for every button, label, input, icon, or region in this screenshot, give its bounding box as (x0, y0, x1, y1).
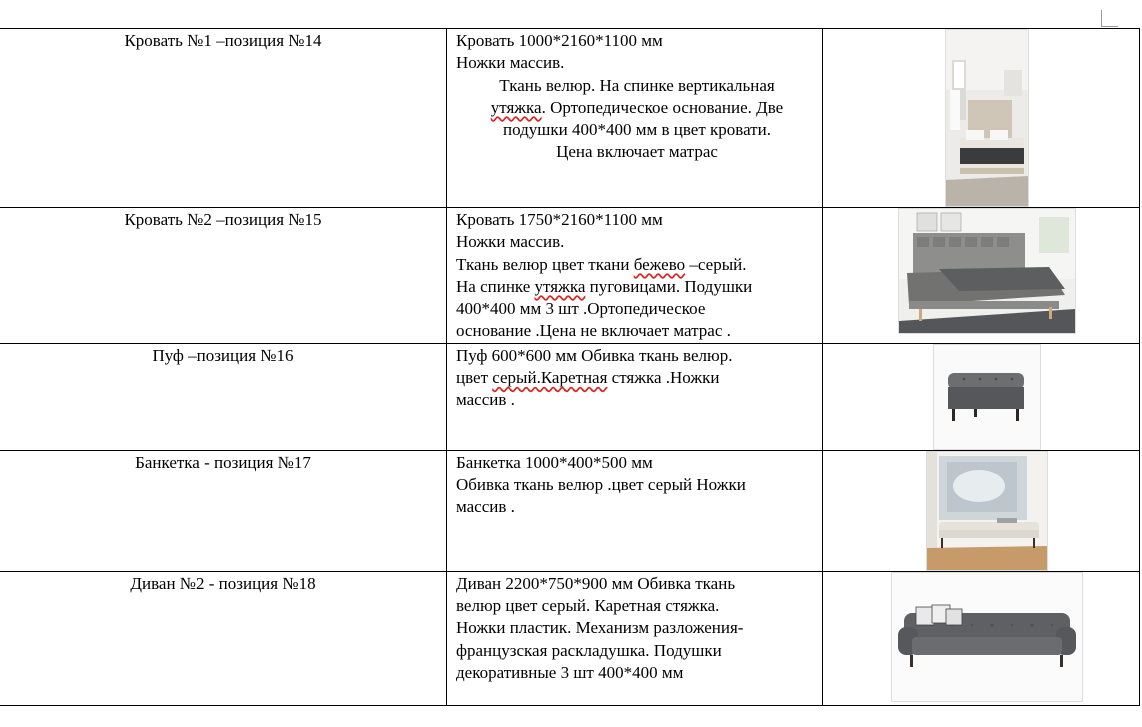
table-row (0, 450, 1140, 571)
description-line: Ножки пластик. Механизм разложения- (456, 618, 744, 638)
description-cell (447, 29, 823, 208)
image-cell (823, 343, 1140, 450)
description-line: Ткань велюр. На спинке вертикальная (499, 75, 775, 95)
description-line: 400*400 мм 3 шт .Ортопедическое (456, 299, 706, 319)
position-cell (0, 29, 447, 208)
description-line: велюр цвет серый. Каретная стяжка. (456, 596, 720, 616)
position-label: Кровать №1 –позиция №14 (124, 31, 322, 50)
description-cell (447, 571, 823, 705)
description-line (456, 367, 818, 389)
table-row (0, 343, 1140, 450)
description-text: стяжка .Ножки (607, 368, 720, 388)
spellcheck-word[interactable]: серый.Каретная (492, 368, 608, 388)
description-cell (447, 343, 823, 450)
description-line: основание .Цена не включает матрас . (456, 321, 731, 341)
description-line (456, 254, 818, 276)
description-line (456, 276, 818, 298)
description-line: массив . (456, 390, 515, 410)
table-row (0, 208, 1140, 344)
description-line: Пуф 600*600 мм Обивка ткань велюр. (456, 345, 733, 365)
bench-photo[interactable] (926, 451, 1048, 571)
page-corner-mark (1101, 10, 1118, 27)
image-cell (823, 450, 1140, 571)
position-label: Диван №2 - позиция №18 (130, 573, 316, 593)
description-line: Диван 2200*750*900 мм Обивка ткань (456, 573, 736, 593)
image-cell (823, 571, 1140, 705)
description-line: Кровать 1750*2160*1100 мм (456, 210, 663, 229)
description-line (456, 97, 818, 119)
description-line: Кровать 1000*2160*1100 мм (456, 31, 663, 50)
position-cell (0, 450, 447, 571)
image-cell (823, 208, 1140, 344)
description-text: –серый. (685, 254, 747, 274)
position-label: Пуф –позиция №16 (152, 345, 294, 365)
position-cell (0, 208, 447, 344)
description-line: французская раскладушка. Подушки (456, 640, 722, 660)
description-cell (447, 450, 823, 571)
position-label: Банкетка - позиция №17 (135, 452, 311, 472)
double-bed-photo[interactable] (898, 208, 1076, 334)
bedroom-photo[interactable] (945, 29, 1029, 207)
description-text: Ткань велюр цвет ткани (456, 254, 634, 274)
furniture-spec-table (0, 28, 1140, 706)
description-line: подушки 400*400 мм в цвет кровати. (503, 120, 771, 140)
description-line: Ножки массив. (456, 232, 565, 252)
description-text: пуговицами. Подушки (585, 276, 753, 296)
spellcheck-word[interactable]: бежево (633, 254, 686, 274)
description-line: Цена включает матрас (556, 142, 718, 162)
table-row (0, 29, 1140, 208)
description-line: Ножки массив. (456, 53, 565, 73)
image-cell (823, 29, 1140, 208)
table-row (0, 571, 1140, 705)
description-cell (447, 208, 823, 344)
position-label: Кровать №2 –позиция №15 (124, 210, 322, 229)
description-text: цвет (456, 368, 493, 388)
description-line: массив . (456, 497, 515, 517)
position-cell (0, 571, 447, 705)
description-line: декоративные 3 шт 400*400 мм (456, 662, 684, 682)
sofa-photo[interactable] (891, 572, 1083, 702)
position-cell (0, 343, 447, 450)
spellcheck-word[interactable]: утяжка (534, 276, 586, 296)
description-text: . Ортопедическое основание. Две (541, 97, 784, 117)
description-line: Банкетка 1000*400*500 мм (456, 452, 653, 472)
description-text: На спинке (456, 276, 535, 296)
spellcheck-word[interactable]: утяжка (490, 97, 542, 117)
pouf-photo[interactable] (933, 344, 1041, 450)
description-line: Обивка ткань велюр .цвет серый Ножки (456, 475, 746, 495)
